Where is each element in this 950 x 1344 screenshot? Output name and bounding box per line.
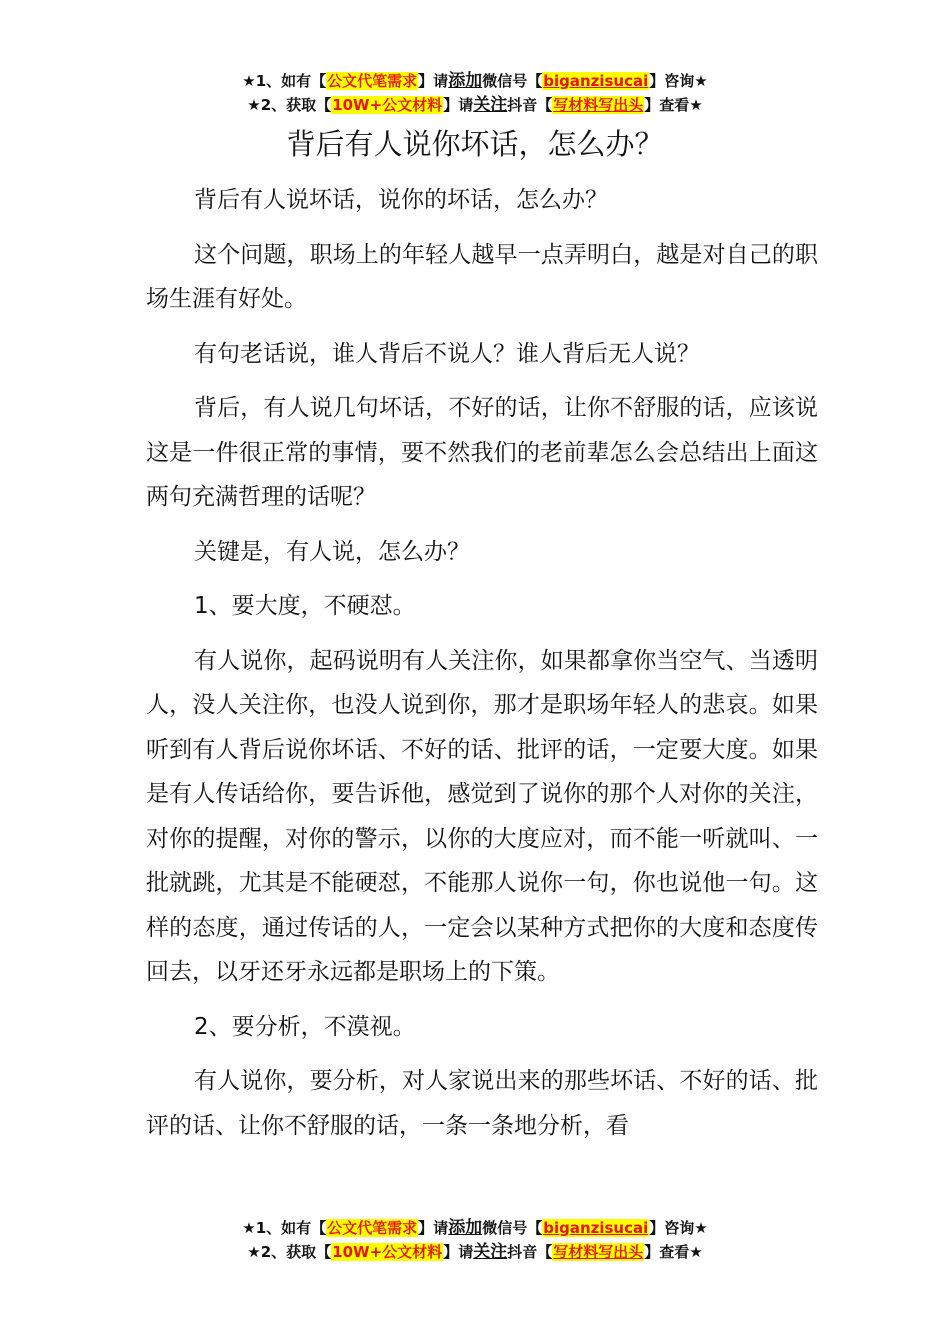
promo-text: 抖音【 <box>507 1243 553 1261</box>
wechat-id-highlight: biganzisucai <box>543 1219 649 1237</box>
douyin-account-highlight: 写材料写出头 <box>553 96 644 114</box>
section-heading: 1、要大度，不硬怼。 <box>194 593 416 619</box>
promo-text: 微信号【 <box>482 1219 543 1237</box>
paragraph: 有人说你，起码说明有人关注你，如果都拿你当空气、当透明人，没人关注你，也没人说到你，那才是职场年轻人的悲哀。如果听到有人背后说你坏话、不好的话、批评的话，一定要大度。如果是有人传话给你，要告诉他，感觉到了说你的那个人对你的关注，对你的提醒，对你的警示，以你的大度应对，而不能一听就叫、一批就跳，尤其是不能硬怼，不能那人说你一句，你也说他一句。这样的态度，通过传话的人，一定会以某种方式把你的大度和态度传回去，以牙还牙永远都是职场上的下策。 <box>146 647 818 985</box>
paragraph: 背后有人说坏话，说你的坏话，怎么办？ <box>194 187 608 213</box>
promo-banner-top <box>0 69 950 117</box>
document-title: 背后有人说你坏话，怎么办？ <box>286 127 664 161</box>
promo-line-1 <box>0 1216 950 1240</box>
promo-text: 抖音【 <box>507 96 553 114</box>
promo-text: 】请 <box>443 96 474 114</box>
promo-text-emphasis: 关注 <box>473 95 508 115</box>
wechat-id-highlight: biganzisucai <box>543 72 649 90</box>
ghostwriting-highlight: 公文代笔需求 <box>327 1219 418 1237</box>
promo-text: 】请 <box>418 72 449 90</box>
document-body <box>146 178 818 1158</box>
paragraph: 背后，有人说几句坏话，不好的话，让你不舒服的话，应该说这是一件很正常的事情，要不然我们的老前辈怎么会总结出上面这两句充满哲理的话呢？ <box>146 395 818 510</box>
promo-line-2 <box>0 93 950 117</box>
promo-banner-bottom <box>0 1216 950 1264</box>
promo-text: 】请 <box>418 1219 449 1237</box>
promo-text: ★1、如有【 <box>242 1219 327 1237</box>
promo-text-emphasis: 关注 <box>473 1242 508 1262</box>
materials-highlight: 10W+公文材料 <box>332 96 443 114</box>
paragraph: 这个问题，职场上的年轻人越早一点弄明白，越是对自己的职场生涯有好处。 <box>146 241 818 312</box>
promo-text: ★2、获取【 <box>247 96 332 114</box>
promo-text: 】请 <box>443 1243 474 1261</box>
promo-text: 】查看★ <box>644 96 703 114</box>
ghostwriting-highlight: 公文代笔需求 <box>327 72 418 90</box>
douyin-account-highlight: 写材料写出头 <box>553 1243 644 1261</box>
paragraph: 关键是，有人说，怎么办？ <box>194 538 470 565</box>
promo-text-emphasis: 添加 <box>448 71 483 91</box>
paragraph: 有句老话说，谁人背后不说人？谁人背后无人说？ <box>194 340 700 367</box>
materials-highlight: 10W+公文材料 <box>332 1243 443 1261</box>
promo-line-1 <box>0 69 950 93</box>
promo-text: 】查看★ <box>644 1243 703 1261</box>
paragraph: 有人说你，要分析，对人家说出来的那些坏话、不好的话、批评的话、让你不舒服的话，一条一条地分析，看 <box>146 1068 818 1139</box>
promo-text: 微信号【 <box>482 72 543 90</box>
promo-text: 】咨询★ <box>649 1219 708 1237</box>
promo-text: 】咨询★ <box>649 72 708 90</box>
promo-line-2 <box>0 1240 950 1264</box>
promo-text: ★2、获取【 <box>247 1243 332 1261</box>
section-heading: 2、要分析，不漠视。 <box>194 1013 416 1040</box>
promo-text: ★1、如有【 <box>242 72 327 90</box>
promo-text-emphasis: 添加 <box>448 1218 483 1238</box>
